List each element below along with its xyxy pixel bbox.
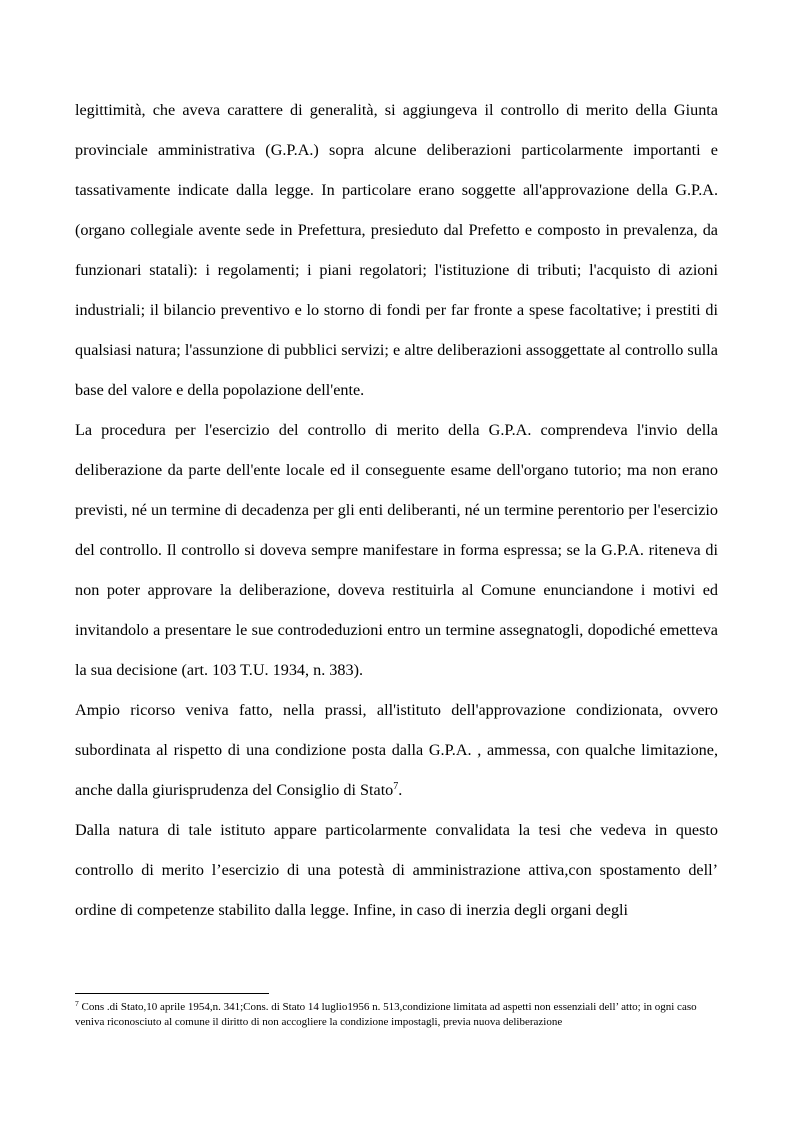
footnote-text: Cons .di Stato,10 aprile 1954,n. 341;Cons. di Stato 14 luglio1956 n. 513,condizione limitata ad aspetti non essenziali dell’ atto; in ogni caso veniva riconosciuto al comune il diritto di non accogliere la condizione impostagli, previa nuova deliberazione	[75, 1001, 697, 1028]
paragraph-4: Dalla natura di tale istituto appare particolarmente convalidata la tesi che vedeva in questo controllo di merito l’esercizio di una potestà di amministrazione attiva,con spostamento dell’ ordine di competenze stabilito dalla legge. Infine, in caso di inerzia degli organi degli	[75, 821, 718, 919]
paragraph-3-text: Ampio ricorso veniva fatto, nella prassi, all'istituto dell'approvazione condizionata, ovvero subordinata al rispetto di una condizione posta dalla G.P.A. , ammessa, con qualche limitazione, anche dalla giurisprudenza del Consiglio di Stato	[75, 701, 718, 799]
footnote	[75, 1000, 718, 1029]
footnote-number: 7	[75, 999, 79, 1008]
paragraph-2: La procedura per l'esercizio del controllo di merito della G.P.A. comprendeva l'invio della deliberazione da parte dell'ente locale ed il conseguente esame dell'organo tutorio; ma non erano previsti, né un termine di decadenza per gli enti deliberanti, né un termine perentorio per l'esercizio del controllo. Il controllo si doveva sempre manifestare in forma espressa; se la G.P.A. riteneva di non poter approvare la deliberazione, doveva restituirla al Comune enunciandone i motivi ed invitandolo a presentare le sue controdeduzioni entro un termine assegnatogli, dopodiché emetteva la sua decisione (art. 103 T.U. 1934, n. 383).	[75, 421, 718, 679]
footnote-paragraph	[75, 1000, 718, 1029]
body-text	[75, 90, 718, 930]
paragraph-1: legittimità, che aveva carattere di generalità, si aggiungeva il controllo di merito della Giunta provinciale amministrativa (G.P.A.) sopra alcune deliberazioni particolarmente importanti e tassativamente indicate dalla legge. In particolare erano soggette all'approvazione della G.P.A. (organo collegiale avente sede in Prefettura, presieduto dal Prefetto e composto in prevalenza, da funzionari statali): i regolamenti; i piani regolatori; l'istituzione di tributi; l'acquisto di azioni industriali; il bilancio preventivo e lo storno di fondi per far fronte a spese facoltative; i prestiti di qualsiasi natura; l'assunzione di pubblici servizi; e altre deliberazioni assoggettate al controllo sulla base del valore e della popolazione dell'ente.	[75, 101, 718, 399]
paragraph-3-end: .	[398, 781, 403, 799]
footnote-reference: 7	[393, 781, 399, 792]
paragraph-3	[75, 690, 718, 810]
footnote-separator	[75, 993, 269, 994]
